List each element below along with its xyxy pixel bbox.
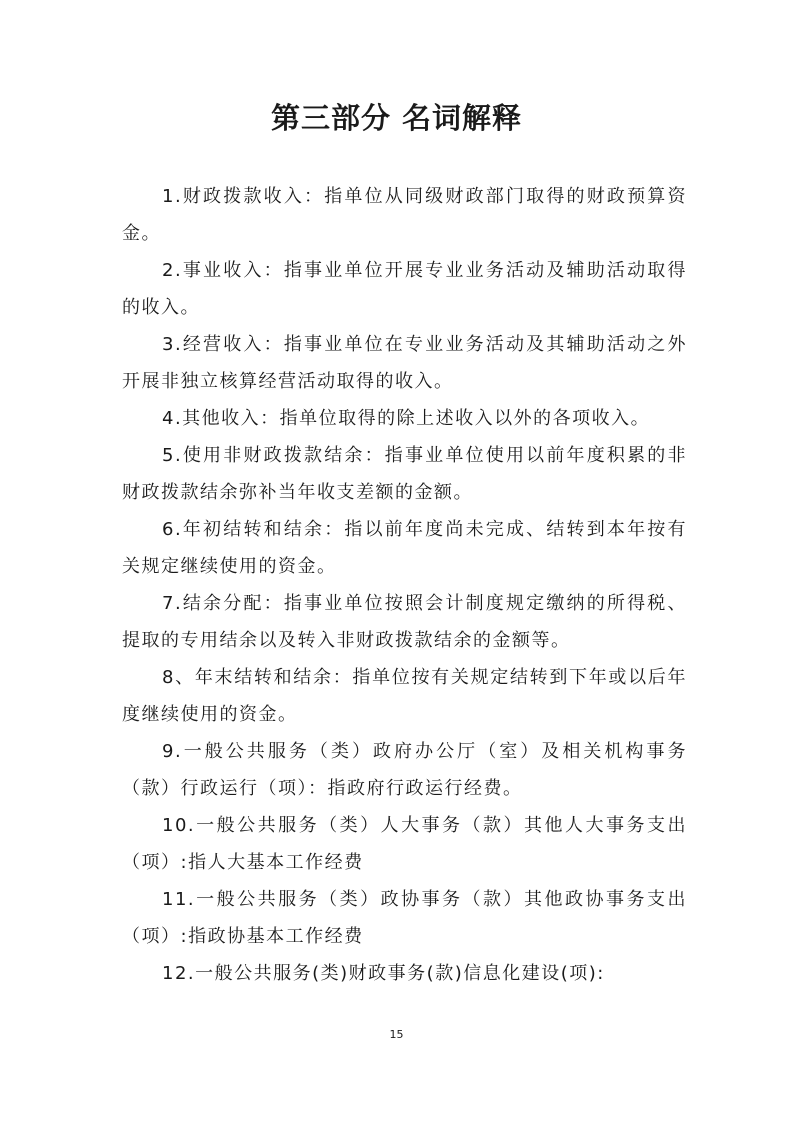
definition-paragraph-9: 9.一般公共服务（类）政府办公厅（室）及相关机构事务（款）行政运行（项）：指政府行政运行经费。 (122, 741, 687, 799)
definition-paragraph-12: 12.一般公共服务(类)财政事务(款)信息化建设(项): (162, 963, 605, 984)
definition-paragraph-6: 6.年初结转和结余：指以前年度尚未完成、结转到本年按有关规定继续使用的资金。 (122, 519, 687, 577)
definition-paragraph-4: 4.其他收入：指单位取得的除上述收入以外的各项收入。 (162, 408, 651, 429)
definition-paragraph-11: 11.一般公共服务（类）政协事务（款）其他政协事务支出（项）:指政协基本工作经费 (122, 889, 687, 947)
document-body (122, 178, 687, 992)
page-number: 15 (389, 1028, 404, 1041)
definition-paragraph-7: 7.结余分配：指事业单位按照会计制度规定缴纳的所得税、提取的专用结余以及转入非财政拨款结余的金额等。 (122, 593, 687, 651)
definition-paragraph-10: 10.一般公共服务（类）人大事务（款）其他人大事务支出（项）:指人大基本工作经费 (122, 815, 687, 873)
definition-paragraph-1: 1.财政拨款收入：指单位从同级财政部门取得的财政预算资金。 (122, 186, 687, 244)
definition-paragraph-2: 2.事业收入：指事业单位开展专业业务活动及辅助活动取得的收入。 (122, 260, 687, 318)
definition-paragraph-8: 8、年末结转和结余：指单位按有关规定结转到下年或以后年度继续使用的资金。 (122, 667, 687, 725)
definition-paragraph-3: 3.经营收入：指事业单位在专业业务活动及其辅助活动之外开展非独立核算经营活动取得的收入。 (122, 334, 687, 392)
definition-paragraph-5: 5.使用非财政拨款结余：指事业单位使用以前年度积累的非财政拨款结余弥补当年收支差额的金额。 (122, 445, 687, 503)
page-title: 第三部分 名词解释 (270, 101, 523, 135)
